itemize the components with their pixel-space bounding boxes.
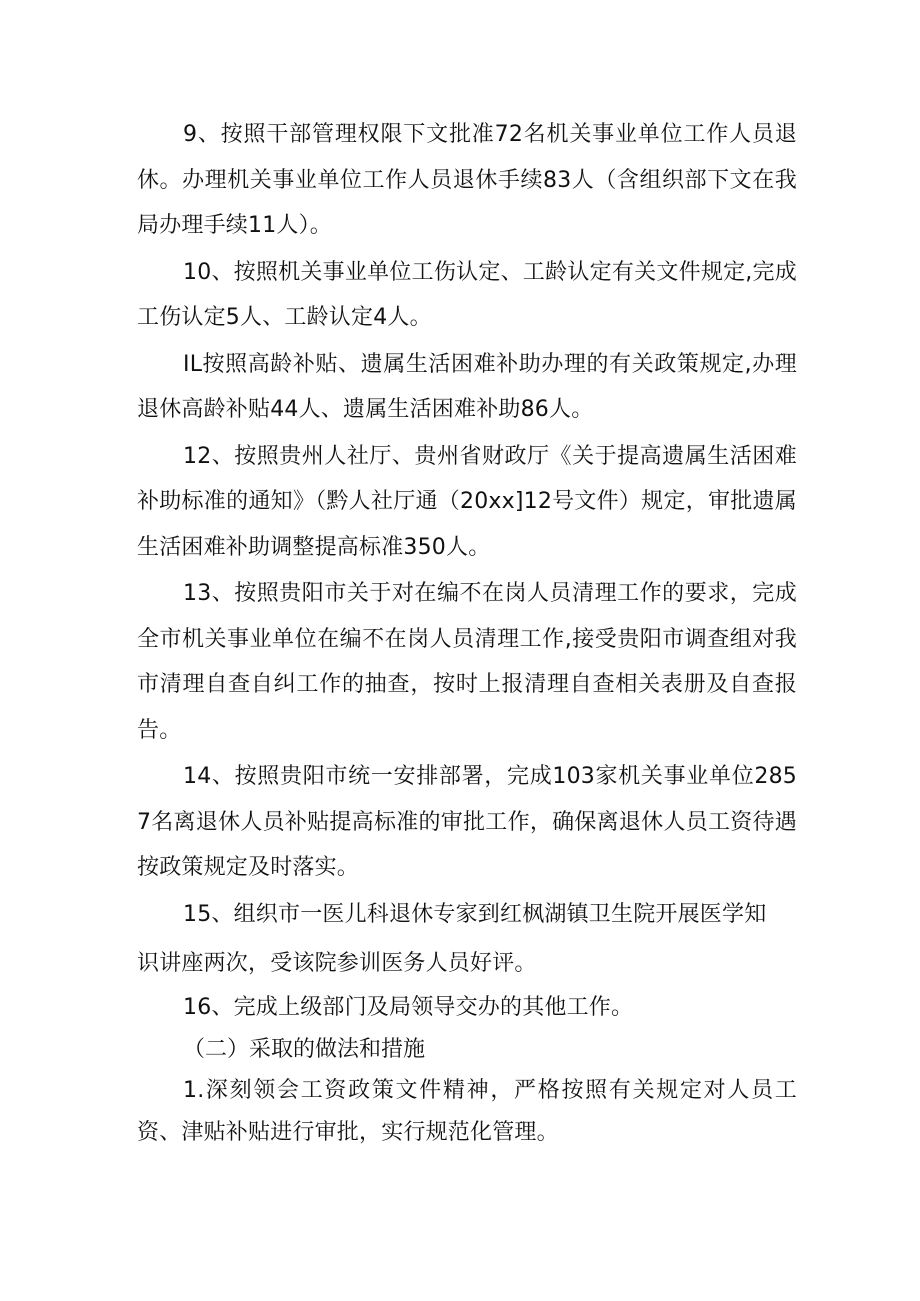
section-heading: （二）采取的做法和措施 (183, 1036, 426, 1062)
paragraph-9: 9、按照干部管理权限下文批准72名机关事业单位工作人员退休。办理机关事业单位工作人员退休手续83人（含组织部下文在我局办理手续11人）。 (137, 122, 797, 238)
paragraph-15-line-2: 识讲座两次，受该院参训医务人员好评。 (137, 951, 537, 976)
paragraph-13: 13、按照贵阳市关于对在编不在岗人员清理工作的要求，完成全市机关事业单位在编不在岗人员清理工作,接受贵阳市调查组对我市清理自查自纠工作的抽查，按时上报清理自查相关表册及自查报告。 (137, 581, 797, 743)
paragraph-12: 12、按照贵州人社厅、贵州省财政厅《关于提高遗属生活困难补助标准的通知》（黔人社厅通（20xx]12号文件）规定，审批遗属生活困难补助调整提高标准350人。 (137, 443, 797, 560)
paragraph-10: 10、按照机关事业单位工伤认定、工龄认定有关文件规定,完成工伤认定5人、工龄认定4人。 (137, 259, 797, 330)
paragraph-15 (137, 892, 797, 987)
paragraph-11: IL按照高龄补贴、遗属生活困难补助办理的有关政策规定,办理退休高龄补贴44人、遗属生活困难补助86人。 (137, 351, 797, 422)
paragraph-15-line-1: 15、组织市一医儿科退休专家到红枫湖镇卫生院开展医学知 (183, 901, 767, 927)
paragraph-14: 14、按照贵阳市统一安排部署，完成103家机关事业单位2857名离退休人员补贴提高标准的审批工作，确保离退休人员工资待遇按政策规定及时落实。 (137, 764, 797, 880)
measure-item-1: 1.深刻领会工资政策文件精神，严格按照有关规定对人员工资、津贴补贴进行审批，实行规范化管理。 (137, 1077, 797, 1145)
paragraph-16: 16、完成上级部门及局领导交办的其他工作。 (183, 994, 634, 1020)
document-body (137, 112, 797, 1154)
